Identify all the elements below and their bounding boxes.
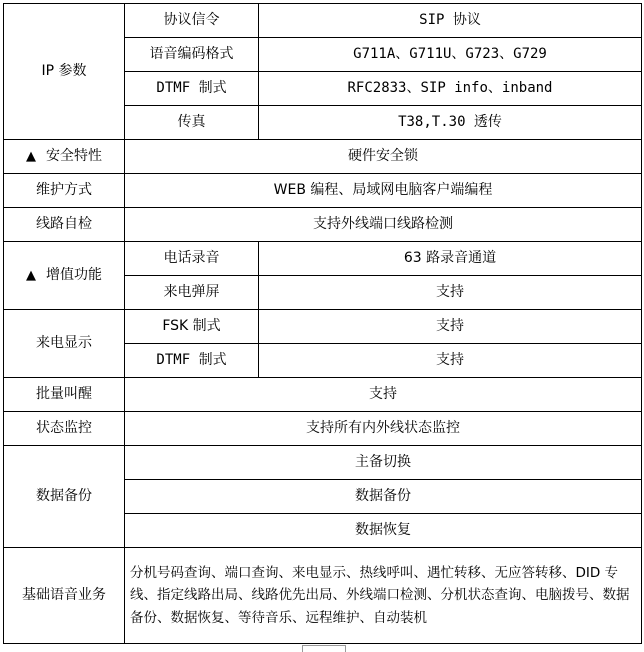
table-row <box>4 174 642 208</box>
caller-id-value: 支持 <box>259 344 642 378</box>
feature-name: 来电弹屏 <box>125 276 259 310</box>
basic-voice-text: 分机号码查询、端口查询、来电显示、热线呼叫、遇忙转移、无应答转移、DID 专线、指定线路出局、线路优先出局、外线端口检测、分机状态查询、电脑拨号、数据备份、数据恢复、等待音乐、远程维护、自动装机 <box>125 548 642 644</box>
table-row <box>4 310 642 344</box>
caller-id-mode: DTMF 制式 <box>125 344 259 378</box>
param-name: 协议信令 <box>125 4 259 38</box>
value-added-label <box>4 242 125 310</box>
param-value: T38,T.30 透传 <box>259 106 642 140</box>
param-value: G711A、G711U、G723、G729 <box>259 38 642 72</box>
feature-value: 支持 <box>259 276 642 310</box>
param-name: 传真 <box>125 106 259 140</box>
spec-table <box>3 3 642 644</box>
caller-id-mode: FSK 制式 <box>125 310 259 344</box>
table-row <box>4 548 642 644</box>
table-row <box>4 412 642 446</box>
table-row <box>4 446 642 480</box>
data-backup-item: 数据恢复 <box>125 514 642 548</box>
data-backup-item: 主备切换 <box>125 446 642 480</box>
line-check-label: 线路自检 <box>4 208 125 242</box>
feature-name: 电话录音 <box>125 242 259 276</box>
param-name: 语音编码格式 <box>125 38 259 72</box>
table-row <box>4 378 642 412</box>
table-row <box>4 4 642 38</box>
security-value: 硬件安全锁 <box>125 140 642 174</box>
caller-id-label: 来电显示 <box>4 310 125 378</box>
param-value: SIP 协议 <box>259 4 642 38</box>
security-label <box>4 140 125 174</box>
table-row <box>4 140 642 174</box>
ip-params-label: IP 参数 <box>4 4 125 140</box>
status-monitor-label: 状态监控 <box>4 412 125 446</box>
maintenance-value: WEB 编程、局域网电脑客户端编程 <box>125 174 642 208</box>
param-value: RFC2833、SIP info、inband <box>259 72 642 106</box>
triangle-marker-icon: ▲ <box>26 149 36 165</box>
security-label-text: 安全特性 <box>46 148 102 165</box>
table-row <box>4 242 642 276</box>
batch-call-value: 支持 <box>125 378 642 412</box>
basic-voice-label: 基础语音业务 <box>4 548 125 644</box>
param-name: DTMF 制式 <box>125 72 259 106</box>
data-backup-label: 数据备份 <box>4 446 125 548</box>
caller-id-value: 支持 <box>259 310 642 344</box>
value-added-label-text: 增值功能 <box>46 267 102 284</box>
triangle-marker-icon: ▲ <box>26 268 36 284</box>
batch-call-label: 批量叫醒 <box>4 378 125 412</box>
line-check-value: 支持外线端口线路检测 <box>125 208 642 242</box>
data-backup-item: 数据备份 <box>125 480 642 514</box>
maintenance-label: 维护方式 <box>4 174 125 208</box>
feature-value: 63 路录音通道 <box>259 242 642 276</box>
status-monitor-value: 支持所有内外线状态监控 <box>125 412 642 446</box>
table-row <box>4 208 642 242</box>
